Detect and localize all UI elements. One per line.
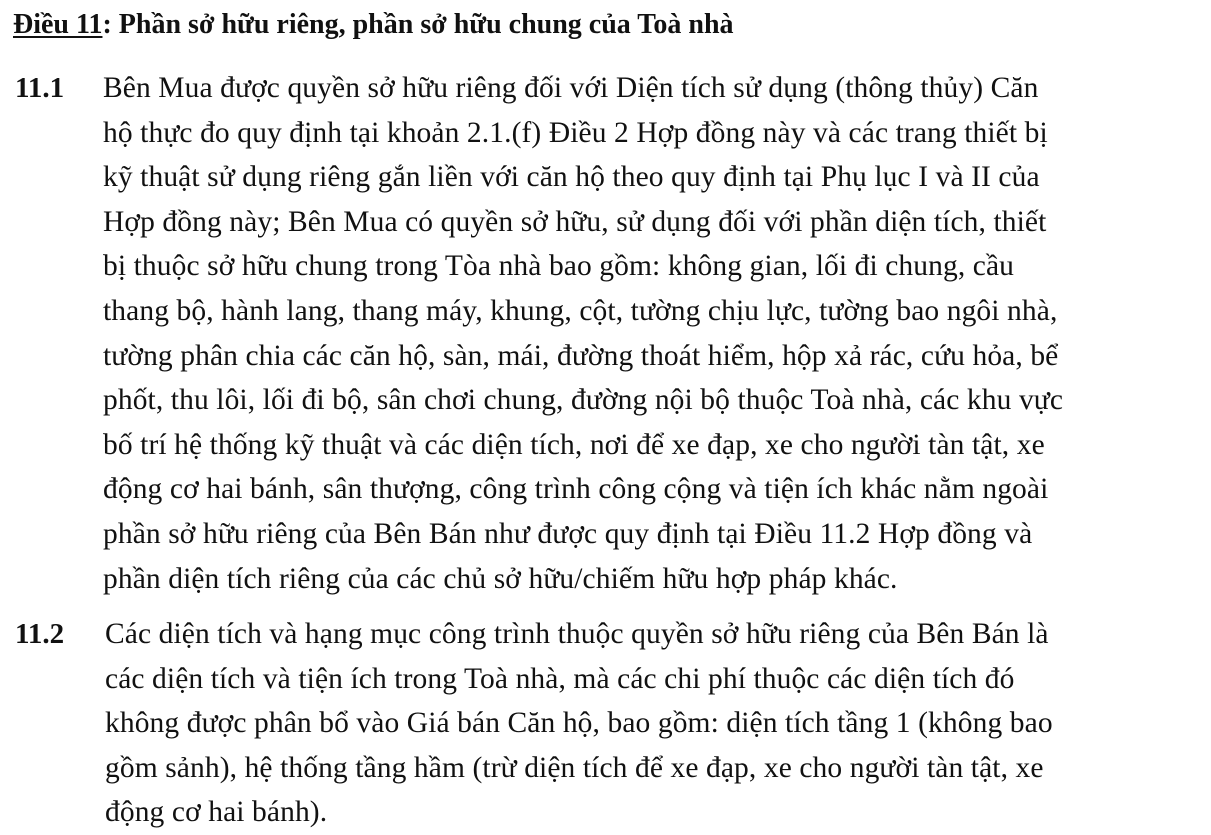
article-separator: :: [102, 9, 112, 40]
text-line: động cơ hai bánh, sân thượng, công trình công cộng và tiện ích khác nằm ngoài: [103, 473, 1049, 506]
text-line: phần diện tích riêng của các chủ sở hữu/chiếm hữu hợp pháp khác.: [103, 562, 898, 595]
text-line: phốt, thu lôi, lối đi bộ, sân chơi chung, đường nội bộ thuộc Toà nhà, các khu vực: [103, 384, 1064, 417]
text-line: tường phân chia các căn hộ, sàn, mái, đường thoát hiểm, hộp xả rác, cứu hỏa, bể: [103, 339, 1059, 372]
text-line: gồm sảnh), hệ thống tầng hầm (trừ diện tích để xe đạp, xe cho người tàn tật, xe: [105, 751, 1044, 784]
clause-text: [103, 66, 1183, 601]
text-line: không được phân bổ vào Giá bán Căn hộ, bao gồm: diện tích tầng 1 (không bao: [105, 707, 1053, 740]
text-line: Bên Mua được quyền sở hữu riêng đối với Diện tích sử dụng (thông thủy) Căn: [103, 72, 1039, 104]
text-line: động cơ hai bánh).: [105, 796, 328, 829]
clause-number: 11.2: [15, 618, 65, 650]
clause-number: 11.1: [15, 72, 65, 104]
text-line: kỹ thuật sử dụng riêng gắn liền với căn hộ theo quy định tại Phụ lục I và II của: [103, 161, 1040, 194]
text-line: thang bộ, hành lang, thang máy, khung, cột, tường chịu lực, tường bao ngôi nhà,: [103, 294, 1058, 327]
clause-text: [105, 612, 1185, 835]
text-line: Hợp đồng này; Bên Mua có quyền sở hữu, sử dụng đối với phần diện tích, thiết: [103, 205, 1047, 238]
text-line: hộ thực đo quy định tại khoản 2.1.(f) Điều 2 Hợp đồng này và các trang thiết bị: [103, 116, 1048, 149]
text-line: phần sở hữu riêng của Bên Bán như được quy định tại Điều 11.2 Hợp đồng và: [103, 517, 1033, 550]
text-line: bị thuộc sở hữu chung trong Tòa nhà bao gồm: không gian, lối đi chung, cầu: [103, 250, 1015, 283]
article-heading: [13, 6, 734, 44]
text-line: các diện tích và tiện ích trong Toà nhà, mà các chi phí thuộc các diện tích đó: [105, 662, 1015, 695]
article-title: Phần sở hữu riêng, phần sở hữu chung của Toà nhà: [111, 9, 734, 40]
text-line: Các diện tích và hạng mục công trình thuộc quyền sở hữu riêng của Bên Bán là: [105, 618, 1049, 650]
text-line: bố trí hệ thống kỹ thuật và các diện tích, nơi để xe đạp, xe cho người tàn tật, xe: [103, 428, 1045, 461]
article-label: Điều 11: [13, 9, 103, 40]
